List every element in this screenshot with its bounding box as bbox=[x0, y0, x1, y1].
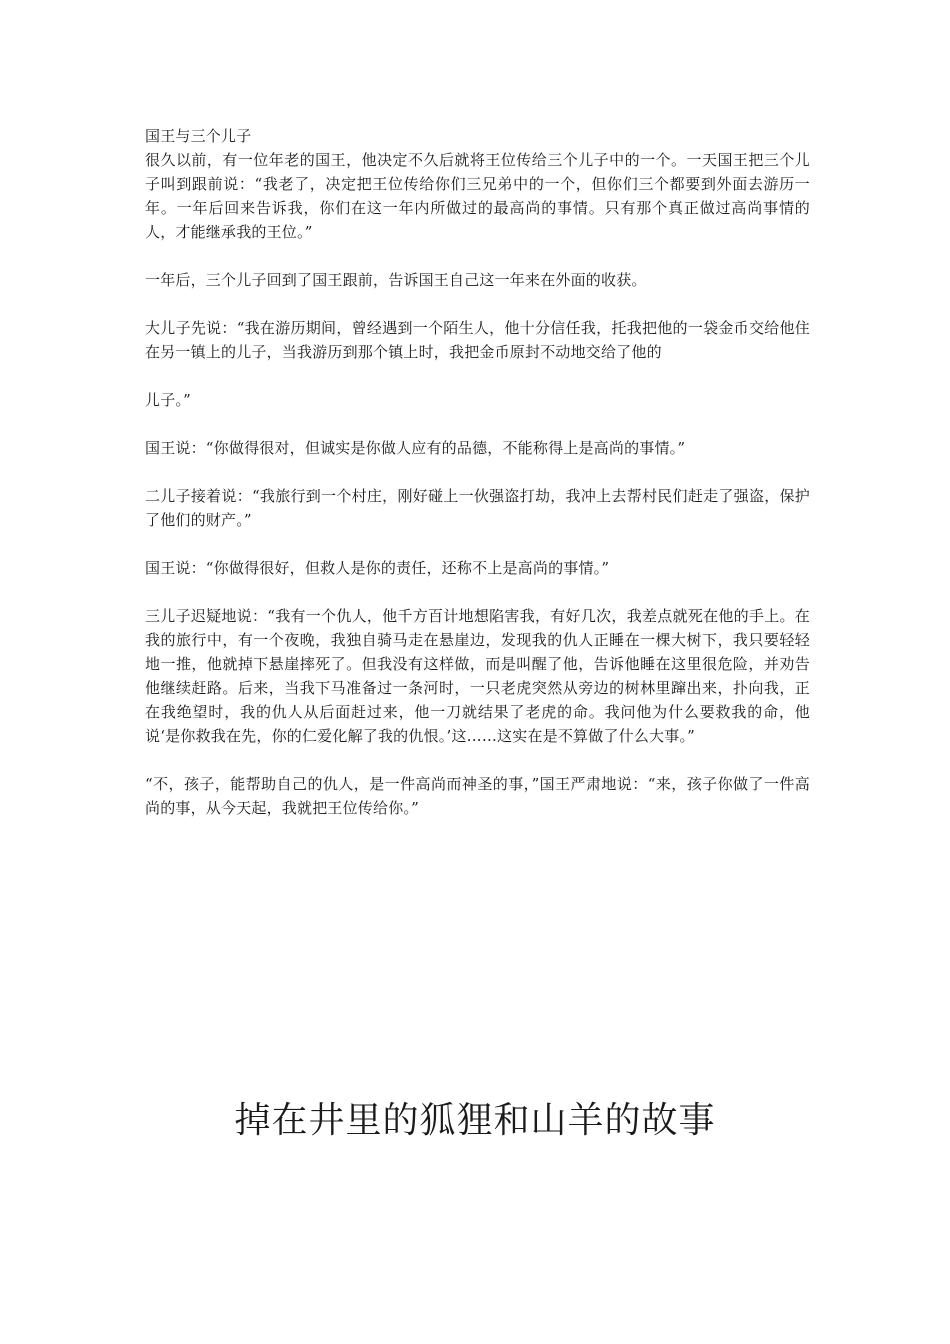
story-paragraph: “不，孩子，能帮助自己的仇人，是一件高尚而神圣的事，”国王严肃地说：“来，孩子你做了一件高尚的事，从今天起，我就把王位传给你。” bbox=[145, 775, 810, 817]
story-paragraph: 国王说：“你做得很好，但救人是你的责任，还称不上是高尚的事情。” bbox=[145, 559, 610, 577]
story-paragraph: 一年后，三个儿子回到了国王跟前，告诉国王自己这一年来在外面的收获。 bbox=[145, 271, 647, 289]
story-paragraph: 国王说：“你做得很对，但诚实是你做人应有的品德，不能称得上是高尚的事情。” bbox=[145, 439, 686, 457]
story-section bbox=[145, 124, 810, 844]
story-paragraph: 儿子。” bbox=[145, 391, 191, 409]
story-paragraph: 二儿子接着说：“我旅行到一个村庄，刚好碰上一伙强盗打劫，我冲上去帮村民们赶走了强盗，保护了他们的财产。” bbox=[145, 487, 810, 529]
next-story-title: 掉在井里的狐狸和山羊的故事 bbox=[234, 1100, 716, 1141]
story-paragraph: 三儿子迟疑地说：“我有一个仇人，他千方百计地想陷害我，有好几次，我差点就死在他的手上。在我的旅行中，有一个夜晚，我独自骑马走在悬崖边，发现我的仇人正睡在一棵大树下，我只要轻轻地一推，他就掉下悬崖摔死了。但我没有这样做，而是叫醒了他，告诉他睡在这里很危险，并劝告他继续赶路。后来，当我下马准备过一条河时，一只老虎突然从旁边的树林里蹿出来，扑向我，正在我绝望时，我的仇人从后面赶过来，他一刀就结果了老虎的命。我问他为什么要救我的命，他说‘是你救我在先，你的仁爱化解了我的仇恨。’这……这实在是不算做了什么大事。” bbox=[145, 607, 810, 745]
story-paragraph: 大儿子先说：“我在游历期间，曾经遇到一个陌生人，他十分信任我，托我把他的一袋金币交给他住在另一镇上的儿子，当我游历到那个镇上时，我把金币原封不动地交给了他的 bbox=[145, 319, 810, 361]
story-paragraph: 很久以前，有一位年老的国王，他决定不久后就将王位传给三个儿子中的一个。一天国王把三个儿子叫到跟前说：“我老了，决定把王位传给你们三兄弟中的一个，但你们三个都要到外面去游历一年。一年后回来告诉我，你们在这一年内所做过的最高尚的事情。只有那个真正做过高尚事情的人，才能继承我的王位。” bbox=[145, 151, 810, 241]
story-title: 国王与三个儿子 bbox=[145, 127, 252, 145]
